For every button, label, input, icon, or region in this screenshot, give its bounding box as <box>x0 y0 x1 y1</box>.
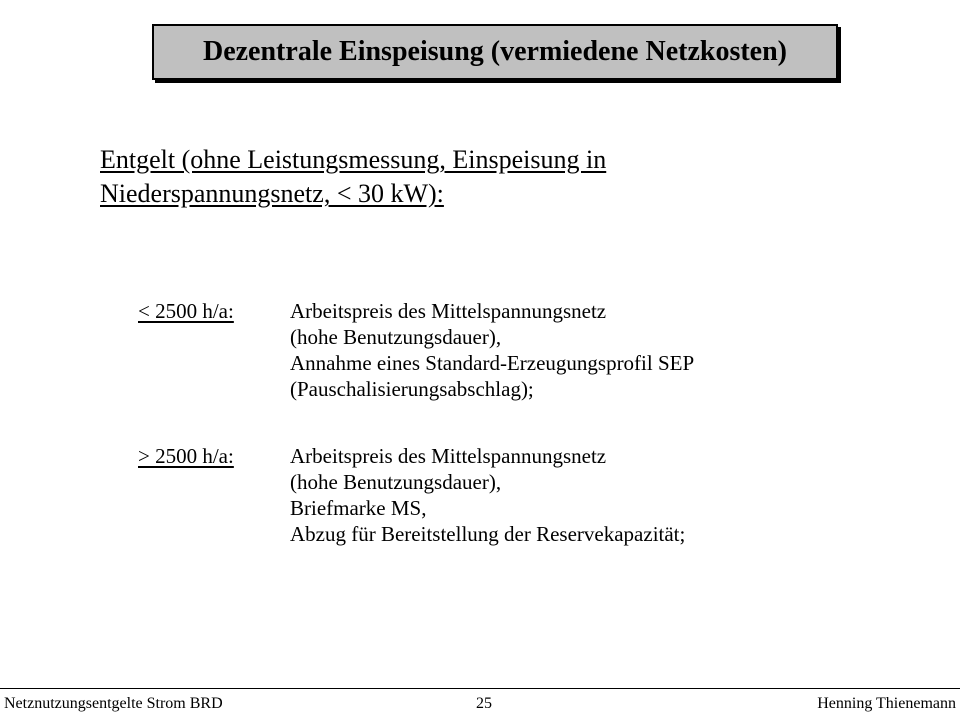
entry-line: Briefmarke MS, <box>290 496 427 520</box>
page-number: 25 <box>476 695 492 712</box>
entry-line: (hohe Benutzungsdauer), <box>290 470 502 494</box>
entry-label: > 2500 h/a: <box>138 444 234 468</box>
subtitle-line-2: Niederspannungsnetz, < 30 kW): <box>100 179 444 208</box>
entry-line: Arbeitspreis des Mittelspannungsnetz <box>290 299 607 323</box>
entry-line: Arbeitspreis des Mittelspannungsnetz <box>290 444 607 468</box>
slide-title: Dezentrale Einspeisung (vermiedene Netzkosten) <box>202 36 787 67</box>
entry-description <box>290 298 850 402</box>
entry-line: (hohe Benutzungsdauer), <box>290 325 502 349</box>
footer-divider <box>0 688 960 689</box>
footer-left-text: Netznutzungsentgelte Strom BRD <box>4 695 223 712</box>
slide-title-box <box>152 24 838 80</box>
subtitle-line-1: Entgelt (ohne Leistungsmessung, Einspeisung in <box>100 145 607 174</box>
footer-author: Henning Thienemann <box>817 695 956 712</box>
subtitle <box>100 143 820 211</box>
entry-label: < 2500 h/a: <box>138 299 234 323</box>
entry-description <box>290 443 850 547</box>
entry-line: Annahme eines Standard-Erzeugungsprofil SEP <box>290 351 695 375</box>
entry-line: (Pauschalisierungsabschlag); <box>290 377 534 401</box>
entry-line: Abzug für Bereitstellung der Reservekapazität; <box>290 522 686 546</box>
